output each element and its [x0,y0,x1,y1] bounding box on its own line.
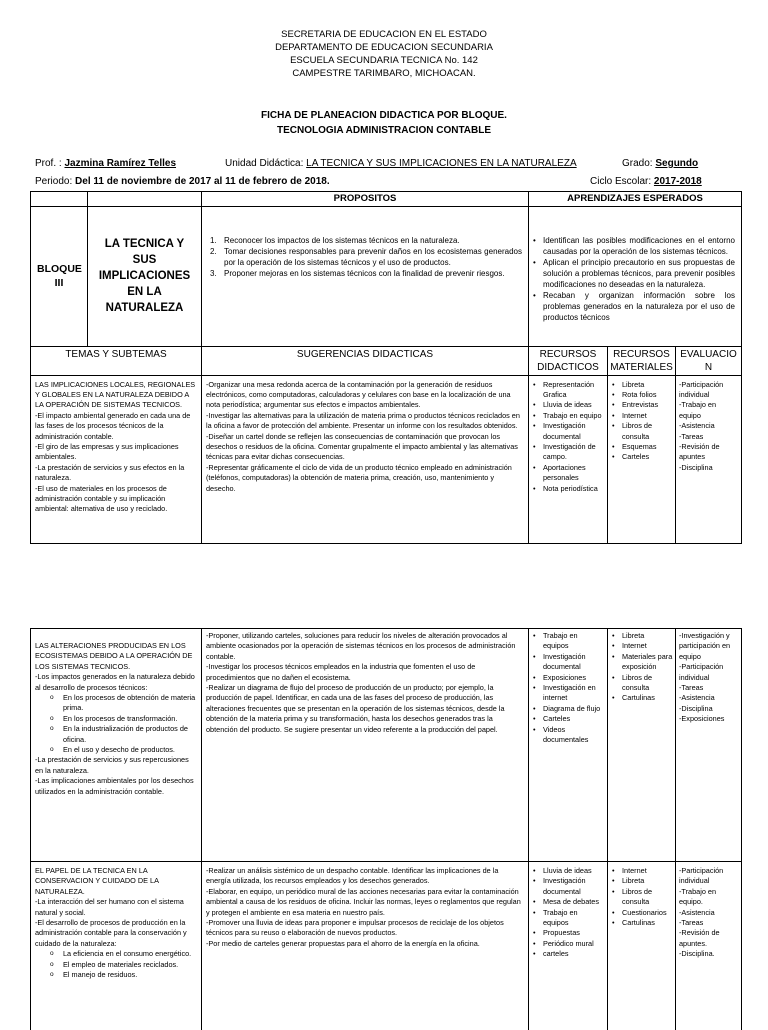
sugerencias-cell-row3 [202,862,529,1030]
evaluacion-item: -Asistencia [679,421,715,431]
recurso-didactico: • Aportaciones personales [531,463,605,484]
subtema-item: o En los procesos de obtención de materia prima. [35,693,197,714]
unidad-value: LA TECNICA Y SUS IMPLICACIONES EN LA NATURALEZA [306,158,577,169]
materiales-cell-row3 [608,862,676,1030]
prof-name: Jazmina Ramírez Telles [64,158,177,169]
recurso-material: • Cuestionarios [610,908,673,918]
recurso-didactico: • Representación Grafica [531,380,605,401]
sugerencia: -Realizar un análisis sistémico de un despacho contable. Identificar las implicaciones de la energía utilizada, los recursos empleados y los desechos generados. [206,866,499,886]
prof-line [35,158,176,169]
evaluacion-item: -Tareas [679,918,704,928]
periodo-label: Periodo: [35,176,73,187]
recurso-didactico: • Investigación documental [531,421,605,442]
recurso-didactico: • Videos documentales [531,725,605,746]
planning-table-bottom [30,628,742,1030]
evaluacion-item: -Disciplina. [679,949,715,959]
recurso-didactico: • Lluvia de ideas [531,866,605,876]
tema-title: LAS ALTERACIONES PRODUCIDAS EN LOS ECOSISTEMAS DEBIDO A LA OPERACIÓN DE LOS SISTEMAS TECNICOS. [35,641,193,671]
evaluacion-cell-row3 [676,862,742,1030]
ciclo-line [590,176,702,187]
recurso-didactico: • Nota periodística [531,484,605,494]
recurso-material: • Libros de consulta [610,421,673,442]
document-title: FICHA DE PLANEACION DIDACTICA POR BLOQUE. [261,110,507,121]
evaluacion-cell-row2 [676,629,742,862]
temas-cell-row3 [31,862,202,1030]
grado-line [622,158,698,169]
recurso-material: • Materiales para exposición [610,652,673,673]
sugerencia: -Organizar una mesa redonda acerca de la contaminación por la generación de residuos electrónicos, como computadoras, calculadoras y celulares con base en la localización de una nota periodística; argumentar sus efectos e impactos ambientales. [206,379,511,410]
propositos-cell [202,206,529,346]
recurso-didactico: • Trabajo en equipos [531,631,605,652]
subtema-item: o El empleo de materiales reciclados. [35,960,197,970]
recurso-material: • Internet [610,411,673,421]
recurso-material: • Cartulinas [610,918,673,928]
recurso-didactico: • Trabajo en equipos [531,908,605,929]
header-departamento: DEPARTAMENTO DE EDUCACION SECUNDARIA [275,42,493,53]
subtema: -El giro de las empresas y sus implicaciones ambientales. [35,441,179,462]
periodo-value: Del 11 de noviembre de 2017 al 11 de febrero de 2018. [75,176,330,187]
header-campestre: CAMPESTRE TARIMBARO, MICHOACAN. [292,68,476,79]
materiales-cell-row2 [608,629,676,862]
document-subtitle: TECNOLOGIA ADMINISTRACION CONTABLE [276,125,492,136]
sugerencia: -Investigar los procesos técnicos empleados en la industria que fomenten el uso de procedimientos que no dañen el ecosistema. [206,662,476,682]
evaluacion-header: EVALUACIO N [676,346,742,375]
recurso-didactico: • Carteles [531,714,605,724]
recurso-material: • Libros de consulta [610,887,673,908]
aprendizajes-header: APRENDIZAJES ESPERADOS [529,192,742,207]
evaluacion-item: -Revisión de apuntes [679,441,720,462]
evaluacion-item: -Participación individual [679,662,724,682]
subtema-item: o En los procesos de transformación. [35,714,197,724]
didacticos-cell-row1 [529,375,608,543]
subtema: -El uso de materiales en los procesos de administración contable y su implicación ambiental: alternativa de uso y reciclado. [35,483,168,514]
evaluacion-item: -Trabajo en equipo [679,400,717,420]
recurso-didactico: • Lluvia de ideas [531,400,605,410]
recurso-material: • Rota folios [610,390,673,400]
aprendizaje-item: • Recaban y organizan información sobre los problemas generados en la naturaleza por el uso de productos técnicos [531,290,735,323]
blank-header-cell [31,192,88,207]
recurso-didactico: • Mesa de debates [531,897,605,907]
recurso-material: • Libros de consulta [610,673,673,694]
evaluacion-item: -Participación individual [679,866,724,886]
bloque-title-cell: LA TECNICA Y SUS IMPLICACIONES EN LA NATURALEZA [88,206,202,346]
subtema: -La prestación de servicios y sus efectos en la naturaleza. [35,462,185,483]
recurso-didactico: • Investigación documental [531,652,605,673]
proposito-item: 1. Reconocer los impactos de los sistemas técnicos en la naturaleza. [210,235,460,245]
didacticos-cell-row3 [529,862,608,1030]
recurso-didactico: • Periódico mural [531,939,605,949]
evaluacion-cell-row1 [676,375,742,543]
tema-title: LAS IMPLICACIONES LOCALES, REGIONALES Y GLOBALES EN LA NATURALEZA DEBIDO A LA OPERACIÓN DE SISTEMAS TECNICOS. [35,379,196,410]
recurso-material: • Libreta [610,380,673,390]
evaluacion-item: -Investigación y participación en equipo [679,631,731,661]
temas-cell-row1 [31,375,202,543]
periodo-line [35,176,330,187]
propositos-header: PROPOSITOS [202,192,529,207]
sugerencia: -Realizar un diagrama de flujo del proceso de producción de un producto; por ejemplo, la producción de papel. Identificar, en cada una de las fases del proceso de producción, las alteraciones frecuentes que se presentan en la operación de los sistemas técnicos, desde la obtención de la materia prima y su transformación, hasta los desechos generados tras la obtención del producto. Se sugiere presentar un video referente a la producción del papel. [206,683,505,734]
recurso-didactico: • Exposiciones [531,673,605,683]
sugerencias-cell-row1 [202,375,529,543]
sugerencias-header: SUGERENCIAS DIDACTICAS [202,346,529,375]
aprendizaje-item: • Aplican el principio precautorio en sus propuestas de solución a problemas técnicos, para prevenir posibles modificaciones no deseadas en la naturaleza. [531,257,735,290]
subtema-item: o La eficiencia en el consumo energético. [35,949,197,959]
recurso-didactico: • Investigación de campo. [531,442,605,463]
tema-title: EL PAPEL DE LA TECNICA EN LA CONSERVACION Y CUIDADO DE LA NATURALEZA. [35,866,159,896]
recurso-material: • Internet [610,641,673,651]
evaluacion-item: -Exposiciones [679,714,725,724]
evaluacion-item: -Disciplina [679,703,713,713]
sugerencia: -Investigar las alternativas para la utilización de materia prima o productos técnicos reciclados en la oficina a favor de protección del ambiente. Presentar un informe con los resultados obtenidos. [206,410,520,431]
sugerencia: -Proponer, utilizando carteles, soluciones para reducir los niveles de alteración provocados al ambiente ocasionados por la operación de sistemas técnicos en los procesos de administración contable. [206,631,516,661]
recursos-materiales-header: RECURSOS MATERIALES [608,346,676,375]
evaluacion-item: -Asistencia [679,907,715,917]
proposito-item: 2. Tomar decisiones responsables para prevenir daños en los ecosistemas generados por la operación de los sistemas técnicos y el uso de productos. [210,246,522,267]
recurso-didactico: • carteles [531,949,605,959]
ciclo-label: Ciclo Escolar: [590,176,652,187]
evaluacion-item: -Revisión de apuntes. [679,928,720,948]
recurso-material: • Esquemas [610,442,673,452]
subtema: -Las implicaciones ambientales por los desechos utilizados en la administración contable. [35,776,194,796]
sugerencia: -Representar gráficamente el ciclo de vida de un producto técnico empleado en administración (teléfonos, computadoras) la obtención de materia prima, creación, uso, mantenimiento y desecho. [206,462,512,493]
evaluacion-item: -Participación individual [679,379,724,399]
aprendizaje-item: • Identifican las posibles modificaciones en el entorno causadas por la operación de los sistemas técnicos. [531,235,735,257]
grado-label: Grado: [622,158,653,169]
unidad-line [225,158,577,169]
sugerencias-cell-row2 [202,629,529,862]
evaluacion-item: -Tareas [679,431,704,441]
recurso-material: • Carteles [610,452,673,462]
bloque-cell: BLOQUE III [31,206,88,346]
header-secretaria: SECRETARIA DE EDUCACION EN EL ESTADO [281,29,487,40]
subtema-item: o En el uso y desecho de productos. [35,745,197,755]
sugerencia: -Elaborar, en equipo, un periódico mural de las acciones necesarias para evitar la contaminación ambiental a causa de los residuos de oficina. Incluir las normas, leyes o reglamentos que regulan y protegen el ambiente en esa materia en nuestro país. [206,886,521,917]
recurso-material: • Entrevistas [610,400,673,410]
blank-header-cell-2 [88,192,202,207]
subtema-item: o En la industrialización de productos de oficina. [35,724,197,745]
recursos-didacticos-header: RECURSOS DIDACTICOS [529,346,608,375]
sugerencia: -Diseñar un cartel donde se reflejen las consecuencias de contaminación que provocan los desechos o residuos de la oficina. Comentar grupalmente el impacto ambiental y las alternativas técnicas para evitar dichas consecuencias. [206,431,518,462]
subtema: -El impacto ambiental generado en cada una de las fases de los procesos técnicos de la administración contable. [35,410,191,441]
materiales-cell-row1 [608,375,676,543]
recurso-material: • Libreta [610,631,673,641]
recurso-didactico: • Propuestas [531,928,605,938]
grado-value: Segundo [655,158,699,169]
recurso-material: • Cartulinas [610,693,673,703]
subtema: -La prestación de servicios y sus repercusiones en la naturaleza. [35,755,189,775]
planning-table-top [30,191,742,544]
evaluacion-item: -Tareas [679,683,704,693]
evaluacion-item: -Trabajo en equipo. [679,886,717,907]
sugerencia: -Promover una lluvia de ideas para proponer e impulsar procesos de reciclaje de los objetos técnicos para su reuso o elaboración de nuevos productos. [206,918,504,938]
temas-cell-row2 [31,629,202,862]
subtema: -Los impactos generados en la naturaleza debido al desarrollo de procesos técnicos: [35,672,195,692]
prof-label: Prof. : [35,158,62,169]
recurso-didactico: • Diagrama de flujo [531,704,605,714]
recurso-didactico: • Investigación documental [531,876,605,897]
ciclo-value: 2017-2018 [653,176,702,187]
didacticos-cell-row2 [529,629,608,862]
evaluacion-item: -Disciplina [679,462,713,472]
proposito-item: 3. Proponer mejoras en los sistemas técnicos con la finalidad de prevenir riesgos. [210,268,505,278]
subtema: -La interacción del ser humano con el sistema natural y social. [35,897,184,917]
unidad-label: Unidad Didáctica: [225,158,304,169]
temas-header: TEMAS Y SUBTEMAS [31,346,202,375]
recurso-didactico: • Investigación en internet [531,683,605,704]
subtema-item: o El manejo de residuos. [35,970,197,980]
evaluacion-item: -Asistencia [679,693,715,703]
sugerencia: -Por medio de carteles generar propuestas para el ahorro de la energía en la oficina. [206,938,480,948]
subtema: -El desarrollo de procesos de producción en la administración contable para la conservación y cuidado de la naturaleza: [35,918,187,948]
aprendizajes-cell [529,206,742,346]
recurso-material: • Libreta [610,876,673,886]
header-escuela: ESCUELA SECUNDARIA TECNICA No. 142 [290,55,478,66]
recurso-didactico: • Trabajo en equipo [531,411,605,421]
recurso-material: • Internet [610,866,673,876]
